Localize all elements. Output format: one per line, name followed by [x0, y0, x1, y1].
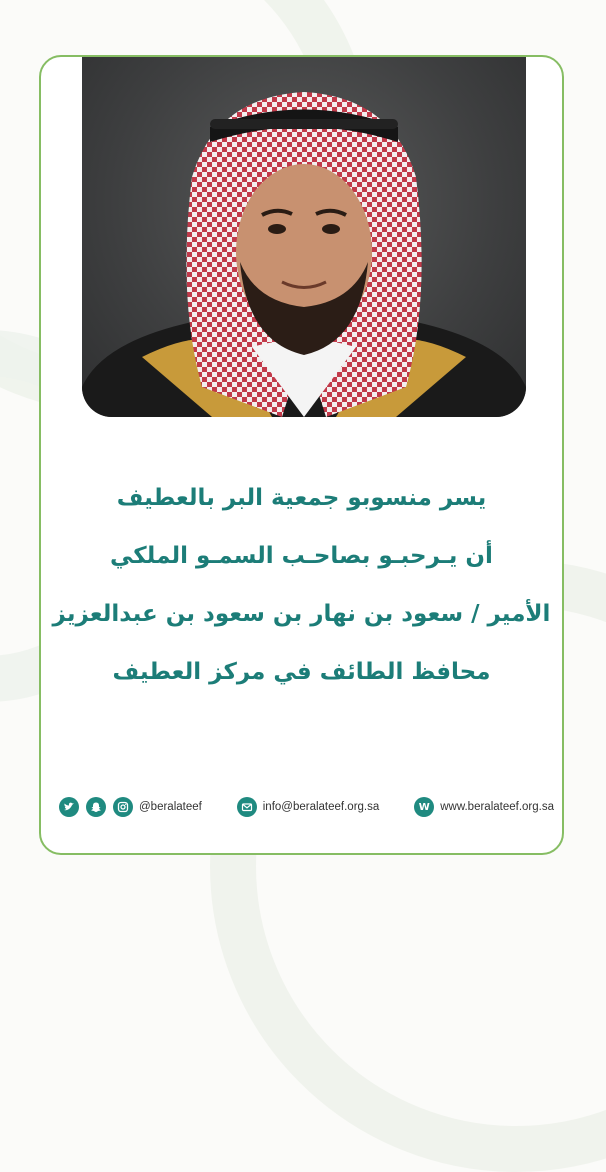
social-handle[interactable]: @beralateef — [139, 801, 202, 813]
email-icon[interactable] — [237, 797, 257, 817]
portrait-photo — [82, 57, 526, 417]
contact-footer — [59, 795, 554, 819]
website-group — [414, 797, 554, 817]
instagram-icon[interactable] — [113, 797, 133, 817]
welcome-message — [41, 487, 562, 719]
message-line: أن يـرحبـو بصاحـب السمـو الملكي — [110, 543, 493, 569]
portrait-illustration — [82, 57, 526, 417]
message-line: الأمير / سعود بن نهار بن سعود بن عبدالعزيز — [52, 601, 551, 627]
message-line: محافظ الطائف في مركز العطيف — [112, 659, 491, 685]
twitter-icon[interactable] — [59, 797, 79, 817]
message-line: يسر منسوبو جمعية البر بالعطيف — [116, 485, 487, 511]
snapchat-icon[interactable] — [86, 797, 106, 817]
email-group — [237, 797, 380, 817]
email-address[interactable]: info@beralateef.org.sa — [262, 801, 380, 813]
social-group — [59, 797, 202, 817]
welcome-card — [39, 55, 564, 855]
website-icon[interactable]: W — [414, 797, 434, 817]
website-url[interactable]: www.beralateef.org.sa — [440, 801, 554, 813]
